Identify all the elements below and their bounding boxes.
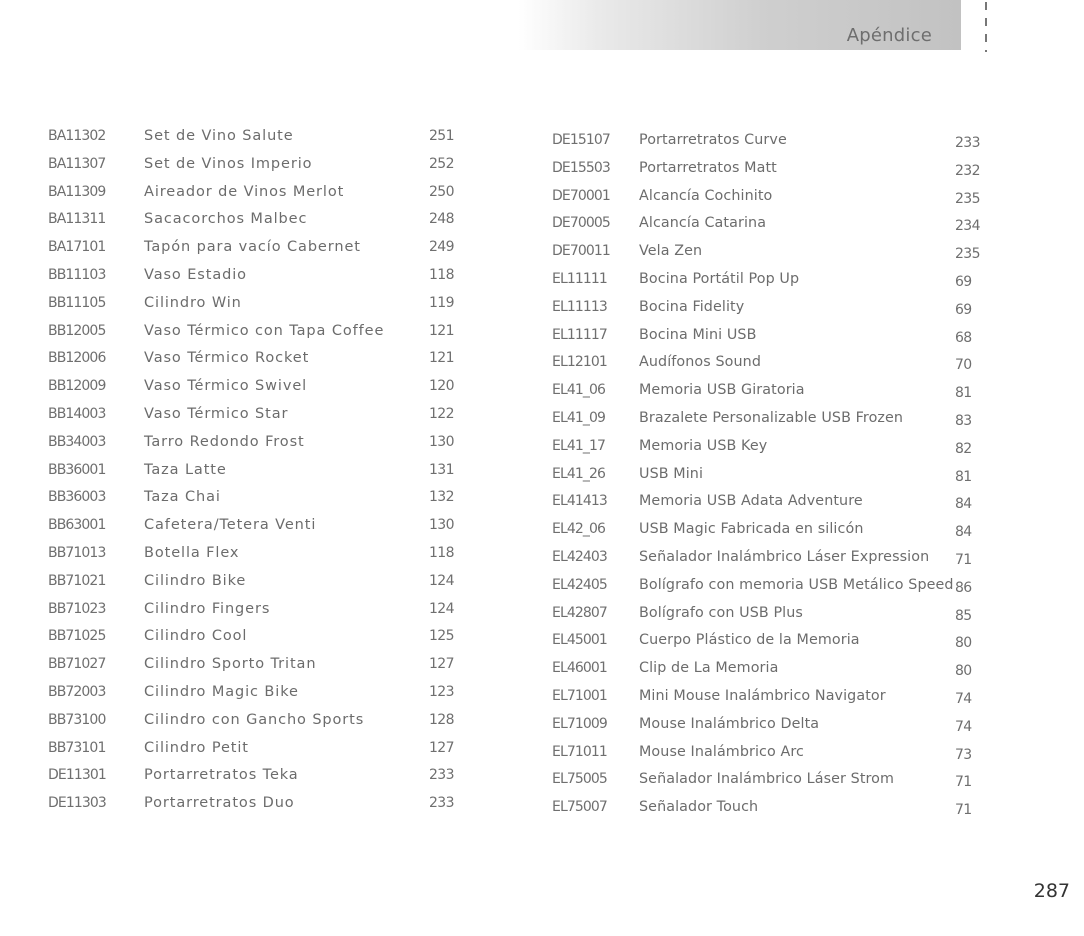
page-number: 287	[1033, 880, 1070, 902]
page-reference: 69	[955, 273, 972, 290]
page-reference: 68	[955, 329, 972, 346]
product-code: BB36001	[48, 461, 106, 478]
product-name: Mouse Inalámbrico Arc	[639, 743, 805, 760]
page-reference: 250	[429, 183, 454, 200]
product-name: Portarretratos Duo	[144, 795, 295, 812]
page-reference: 74	[955, 690, 972, 707]
product-code: EL42807	[552, 604, 607, 621]
product-code: BA11311	[48, 211, 106, 228]
product-name: Sacacorchos Malbec	[144, 211, 308, 228]
product-code: EL46001	[552, 660, 607, 677]
header-dashed-line	[985, 2, 987, 52]
product-name: Memoria USB Giratoria	[639, 382, 805, 399]
page-reference: 249	[429, 239, 454, 256]
product-code: BB11105	[48, 294, 106, 311]
product-name: Alcancía Cochinito	[639, 187, 773, 204]
product-name: Cilindro Cool	[144, 628, 248, 645]
page-reference: 233	[429, 795, 454, 812]
page-reference: 234	[955, 218, 980, 235]
product-name: Señalador Touch	[639, 799, 759, 816]
product-name: Vaso Estadio	[144, 266, 247, 283]
page-reference: 80	[955, 663, 972, 680]
page-reference: 233	[955, 135, 980, 151]
product-code: BB73101	[48, 739, 106, 756]
product-code: EL41_17	[552, 437, 605, 454]
product-name: Memoria USB Adata Adventure	[639, 493, 863, 510]
product-name: Alcancía Catarina	[639, 215, 767, 232]
product-name: Bocina Portátil Pop Up	[639, 270, 800, 287]
page-reference: 86	[955, 579, 972, 596]
product-code: DE15107	[552, 132, 610, 148]
product-code: BB73100	[48, 711, 106, 728]
product-name: Vela Zen	[639, 243, 703, 260]
product-name: Cilindro con Gancho Sports	[144, 711, 365, 728]
page-reference: 233	[429, 767, 454, 784]
page-reference: 124	[429, 572, 454, 589]
page-reference: 85	[955, 607, 972, 624]
product-code: EL75007	[552, 799, 607, 816]
product-code: EL11111	[552, 270, 607, 287]
product-name: Bolígrafo con USB Plus	[639, 604, 803, 621]
product-code: EL41413	[552, 493, 607, 510]
product-code: DE15503	[552, 159, 610, 176]
page-reference: 118	[429, 544, 454, 561]
product-code: BB12006	[48, 350, 106, 367]
product-code: EL12101	[552, 354, 607, 371]
page-reference: 125	[429, 628, 454, 645]
product-code: BB12005	[48, 322, 106, 339]
page-reference: 130	[429, 433, 454, 450]
product-name: Taza Chai	[144, 489, 221, 506]
product-name: Cilindro Fingers	[144, 600, 271, 617]
product-name: Bocina Mini USB	[639, 326, 757, 343]
page-reference: 248	[429, 211, 454, 228]
page-reference: 252	[429, 155, 454, 172]
product-code: EL71009	[552, 715, 607, 732]
page-reference: 118	[429, 266, 454, 283]
product-code: EL71011	[552, 743, 607, 760]
product-code: EL75005	[552, 771, 607, 788]
product-name: Señalador Inalámbrico Láser Expression	[639, 548, 930, 565]
product-name: Portarretratos Teka	[144, 767, 299, 784]
product-name: Tapón para vacío Cabernet	[144, 239, 361, 256]
product-code: EL41_09	[552, 409, 605, 426]
product-name: USB Magic Fabricada en silicón	[639, 521, 864, 538]
page-reference: 251	[429, 128, 454, 144]
product-name: Brazalete Personalizable USB Frozen	[639, 409, 904, 426]
page-reference: 124	[429, 600, 454, 617]
product-code: DE70011	[552, 243, 610, 260]
product-name: Bolígrafo con memoria USB Metálico Speed	[639, 576, 954, 593]
product-name: Vaso Térmico Swivel	[144, 378, 308, 395]
page-reference: 235	[955, 246, 980, 263]
page-reference: 121	[429, 350, 454, 367]
product-code: BA11309	[48, 183, 106, 200]
product-code: BB12009	[48, 378, 106, 395]
product-name: Señalador Inalámbrico Láser Strom	[639, 771, 895, 788]
product-code: BB14003	[48, 405, 106, 422]
page-reference: 84	[955, 524, 972, 541]
product-code: BA11302	[48, 128, 106, 144]
product-name: Cuerpo Plástico de la Memoria	[639, 632, 860, 649]
product-code: BB71027	[48, 656, 106, 673]
page-reference: 73	[955, 746, 972, 763]
page-reference: 132	[429, 489, 454, 506]
page-reference: 82	[955, 440, 972, 457]
product-name: Mouse Inalámbrico Delta	[639, 715, 820, 732]
product-name: Cilindro Petit	[144, 739, 249, 756]
product-name: USB Mini	[639, 465, 704, 482]
page-reference: 122	[429, 405, 454, 422]
product-code: EL42405	[552, 576, 607, 593]
product-name: Cilindro Sporto Tritan	[144, 656, 317, 673]
page-reference: 121	[429, 322, 454, 339]
product-name: Cilindro Bike	[144, 572, 247, 589]
product-code: EL42403	[552, 548, 607, 565]
page-reference: 81	[955, 468, 972, 485]
product-name: Vaso Térmico con Tapa Coffee	[144, 322, 385, 339]
page-reference: 69	[955, 301, 972, 318]
product-name: Mini Mouse Inalámbrico Navigator	[639, 687, 886, 704]
page-reference: 120	[429, 378, 454, 395]
product-code: BB63001	[48, 517, 106, 534]
product-name: Portarretratos Curve	[639, 132, 787, 148]
product-code: DE11301	[48, 767, 106, 784]
page-reference: 74	[955, 718, 972, 735]
product-name: Audífonos Sound	[639, 354, 761, 371]
page-reference: 119	[429, 294, 454, 311]
product-name: Vaso Térmico Star	[144, 405, 289, 422]
product-code: BB72003	[48, 683, 106, 700]
product-code: BB36003	[48, 489, 106, 506]
product-name: Portarretratos Matt	[639, 159, 777, 176]
page-reference: 84	[955, 496, 972, 513]
product-code: EL45001	[552, 632, 607, 649]
product-code: BB71013	[48, 544, 106, 561]
page-reference: 71	[955, 774, 972, 791]
page-reference: 235	[955, 190, 980, 207]
product-name: Cafetera/Tetera Venti	[144, 517, 317, 534]
product-code: DE70005	[552, 215, 610, 232]
page-reference: 127	[429, 656, 454, 673]
product-name: Set de Vinos Imperio	[144, 155, 313, 172]
product-code: EL42_06	[552, 521, 605, 538]
product-code: EL41_06	[552, 382, 605, 399]
product-code: DE70001	[552, 187, 610, 204]
product-code: BB71025	[48, 628, 106, 645]
product-name: Cilindro Win	[144, 294, 242, 311]
page-reference: 83	[955, 412, 972, 429]
page-reference: 81	[955, 385, 972, 402]
product-code: EL71001	[552, 687, 607, 704]
page-reference: 70	[955, 357, 972, 374]
product-code: BB11103	[48, 266, 106, 283]
page-reference: 127	[429, 739, 454, 756]
page-reference: 232	[955, 162, 980, 179]
product-name: Vaso Térmico Rocket	[144, 350, 310, 367]
product-name: Set de Vino Salute	[144, 128, 294, 144]
section-title: Apéndice	[846, 25, 932, 46]
product-code: BA11307	[48, 155, 106, 172]
product-code: EL11117	[552, 326, 607, 343]
page-reference: 130	[429, 517, 454, 534]
page-reference: 123	[429, 683, 454, 700]
product-code: EL41_26	[552, 465, 605, 482]
product-name: Memoria USB Key	[639, 437, 768, 454]
product-name: Cilindro Magic Bike	[144, 683, 299, 700]
product-code: BA17101	[48, 239, 106, 256]
product-name: Taza Latte	[144, 461, 227, 478]
product-name: Aireador de Vinos Merlot	[144, 183, 345, 200]
product-code: DE11303	[48, 795, 106, 812]
product-name: Botella Flex	[144, 544, 240, 561]
page-reference: 71	[955, 802, 972, 819]
page-reference: 131	[429, 461, 454, 478]
product-name: Tarro Redondo Frost	[144, 433, 305, 450]
product-name: Clip de La Memoria	[639, 660, 779, 677]
page-reference: 80	[955, 635, 972, 652]
page-reference: 128	[429, 711, 454, 728]
product-code: BB71023	[48, 600, 106, 617]
product-code: BB71021	[48, 572, 106, 589]
product-code: EL11113	[552, 298, 607, 315]
product-name: Bocina Fidelity	[639, 298, 745, 315]
product-code: BB34003	[48, 433, 106, 450]
page-reference: 71	[955, 551, 972, 568]
